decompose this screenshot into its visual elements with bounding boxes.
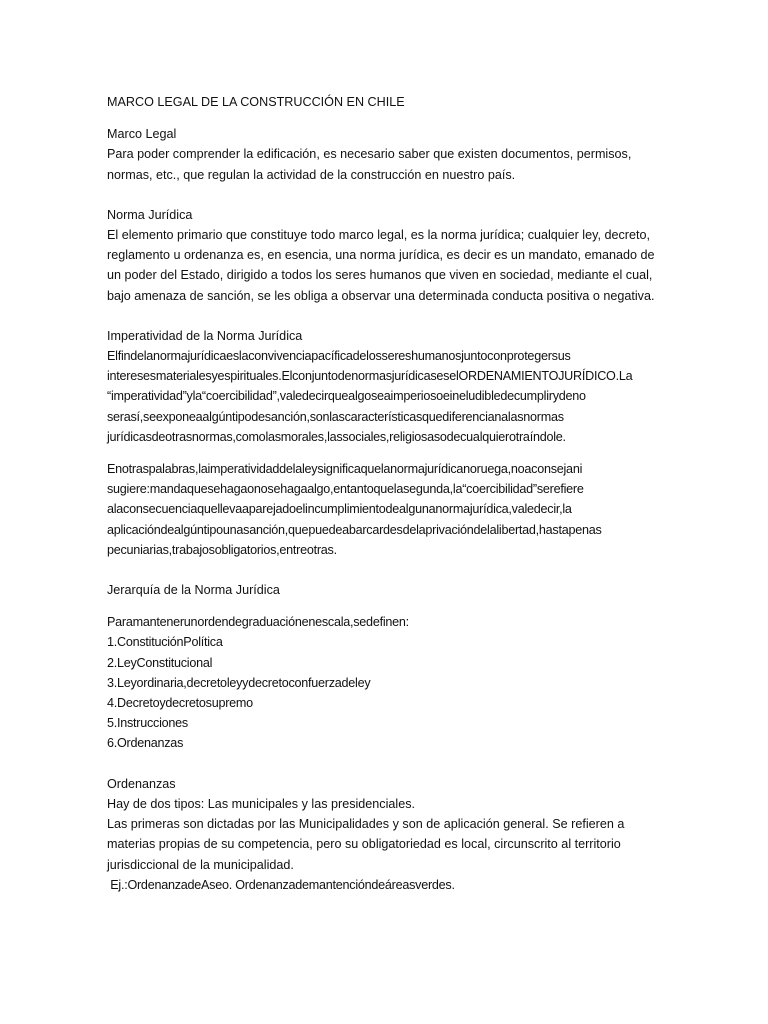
paragraph-line: jurisdiccional de la municipalidad. [107, 857, 294, 872]
paragraph-line: “imperatividad”yla“coercibilidad”,valedecirquealgoseaimperiosoeineludibledecumplirydeno [107, 389, 586, 404]
section-norma-juridica [107, 205, 667, 306]
paragraph-line: Elfindelanormajurídicaeslaconvivenciapacíficadelossereshumanosjuntoconprotegersus [107, 349, 571, 364]
list-item: 6.Ordenanzas [107, 736, 184, 751]
section-imperatividad [107, 326, 667, 560]
list-item: 1.ConstituciónPolítica [107, 635, 223, 650]
section-ordenanzas [107, 774, 667, 895]
paragraph-line: bajo amenaza de sanción, se les obliga a observar una determinada conducta positiva o negativa. [107, 288, 655, 303]
paragraph-line: un poder del Estado, dirigido a todos los seres humanos que viven en sociedad, mediante el cual, [107, 268, 653, 283]
paragraph-line: pecuniarias,trabajosobligatorios,entreotras. [107, 542, 337, 557]
paragraph-line: normas, etc., que regulan la actividad de la construcción en nuestro país. [107, 167, 516, 182]
document-page [107, 92, 667, 915]
paragraph-line: alaconsecuenciaquellevaaparejadoelincumplimientodealgunanormajurídica,valedecir,la [107, 502, 572, 517]
paragraph-line: sugiere:mandaquesehagaonosehagaalgo,entantoquelasegunda,la“coercibilidad”serefiere [107, 482, 584, 497]
section-heading-jerarquia: Jerarquía de la Norma Jurídica [107, 583, 280, 598]
list-item: 5.Instrucciones [107, 716, 188, 731]
paragraph-line: reglamento u ordenanza es, en esencia, una norma jurídica, es decir es un mandato, emanado de [107, 248, 655, 263]
section-heading-ordenanzas: Ordenanzas [107, 776, 176, 791]
paragraph-line: El elemento primario que constituye todo marco legal, es la norma jurídica; cualquier ley, decreto, [107, 228, 650, 243]
list-item: 4.Decretoydecretosupremo [107, 696, 253, 711]
list-intro: Paramantenerunordendegraduaciónenescala,sedefinen: [107, 615, 409, 630]
paragraph [107, 346, 667, 447]
paragraph-line: Para poder comprender la edificación, es necesario saber que existen documentos, permisos, [107, 147, 632, 162]
list-item: 2.LeyConstitucional [107, 655, 213, 670]
paragraph-line: materias propias de su competencia, pero su obligatoriedad es local, circunscrito al territorio [107, 837, 621, 852]
paragraph-line: aplicacióndealgúntipounasanción,quepuedeabarcardesdelaprivacióndelalibertad,hastapenas [107, 522, 602, 537]
section-jerarquia [107, 580, 667, 754]
list-item: 3.Leyordinaria,decretoleyydecretoconfuerzadeley [107, 675, 371, 690]
hierarchy-list [107, 632, 667, 753]
paragraph-line: interesesmaterialesyespirituales.ElconjuntodenormasjurídicaseselORDENAMIENTOJURÍDICO.La [107, 369, 633, 384]
paragraph-line: Las primeras son dictadas por las Municipalidades y son de aplicación general. Se refieren a [107, 817, 625, 832]
section-marco-legal [107, 124, 667, 185]
paragraph-line: serasí,seexponeaalgúntipodesanción,sonlascaracterísticasquediferencianalasnormas [107, 409, 564, 424]
paragraph-line: jurídicasdeotrasnormas,comolasmorales,lassociales,religiosasodecualquierotraíndole. [107, 429, 566, 444]
paragraph-line: Hay de dos tipos: Las municipales y las presidenciales. [107, 796, 416, 811]
section-heading-norma-juridica: Norma Jurídica [107, 207, 193, 222]
paragraph-line: Ej.:OrdenanzadeAseo. Ordenanzademantencióndeáreasverdes. [107, 877, 455, 892]
section-heading-imperatividad: Imperatividad de la Norma Jurídica [107, 328, 303, 343]
paragraph-line: Enotraspalabras,laimperatividaddelaleysignificaquelanormajurídicanoruega,noaconsejani [107, 462, 583, 477]
document-title: MARCO LEGAL DE LA CONSTRUCCIÓN EN CHILE [107, 95, 405, 109]
paragraph [107, 459, 667, 560]
section-heading-marco-legal: Marco Legal [107, 127, 177, 142]
